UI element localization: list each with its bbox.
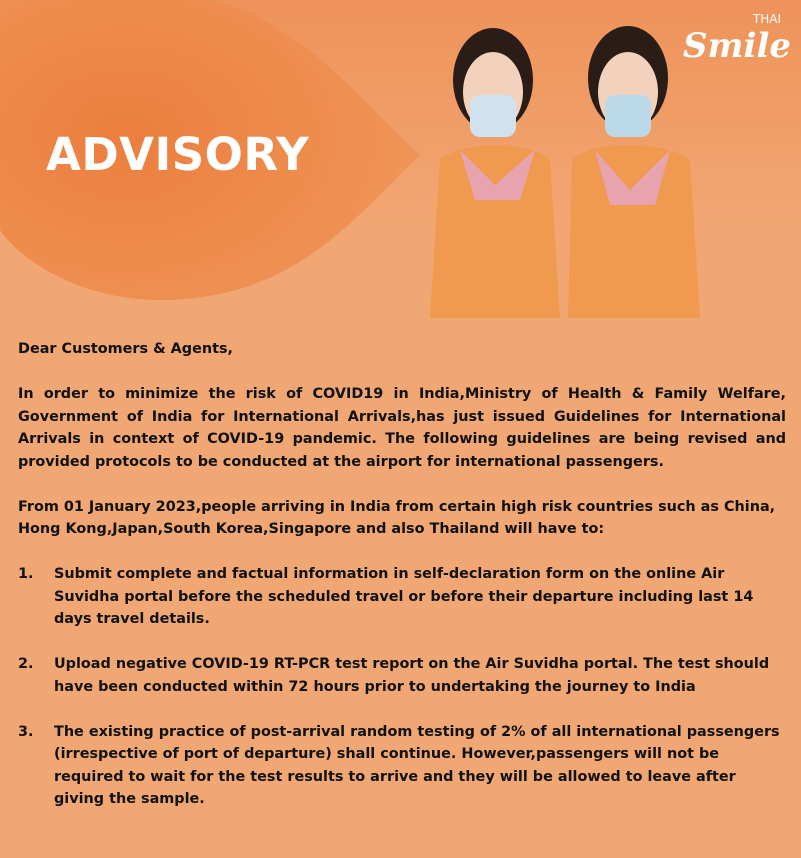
list-item-text: Submit complete and factual information in self-declaration form on the online Air Suvidha portal before the scheduled travel or before their departure including last 14 days travel details. (54, 566, 754, 627)
list-item (18, 653, 786, 698)
list-item-number: 3. (18, 723, 34, 740)
letter-intro: In order to minimize the risk of COVID19 in India,Ministry of Health & Family Welfare, Government of India for International Arrivals,has just issued Guidelines for International Arrivals in context of COVID-19 pandemic. The following guidelines are being revised and provided protocols to be conducted at the airport for international passengers. (18, 386, 786, 470)
list-item-number: 1. (18, 566, 34, 582)
advisory-letter (18, 338, 786, 833)
letter-from-date: From 01 January 2023,people arriving in India from certain high risk countries such as China, Hong Kong,Japan,South Korea,Singapore and also Thailand will have to: (18, 498, 776, 537)
thai-smile-logo (683, 10, 795, 68)
advisory-banner (0, 0, 801, 318)
list-item (18, 721, 786, 811)
list-item-text: Upload negative COVID-19 RT-PCR test report on the Air Suvidha portal. The test should have been conducted within 72 hours prior to undertaking the journey to India (54, 656, 770, 695)
list-item-number: 2. (18, 656, 34, 672)
list-item (18, 563, 786, 631)
letter-greeting: Dear Customers & Agents, (18, 341, 234, 357)
logo-name-text: Smile (683, 26, 791, 66)
crew-illustration (400, 0, 720, 318)
list-item-text: The existing practice of post-arrival random testing of 2% of all international passengers (irrespective of port of departure) shall continue. However,passengers will not be required to wait for the test results to arrive and they will be allowed to leave after giving the sample. (54, 723, 780, 807)
page-title: ADVISORY (46, 128, 310, 181)
logo-brand-text: THAI (752, 12, 781, 26)
